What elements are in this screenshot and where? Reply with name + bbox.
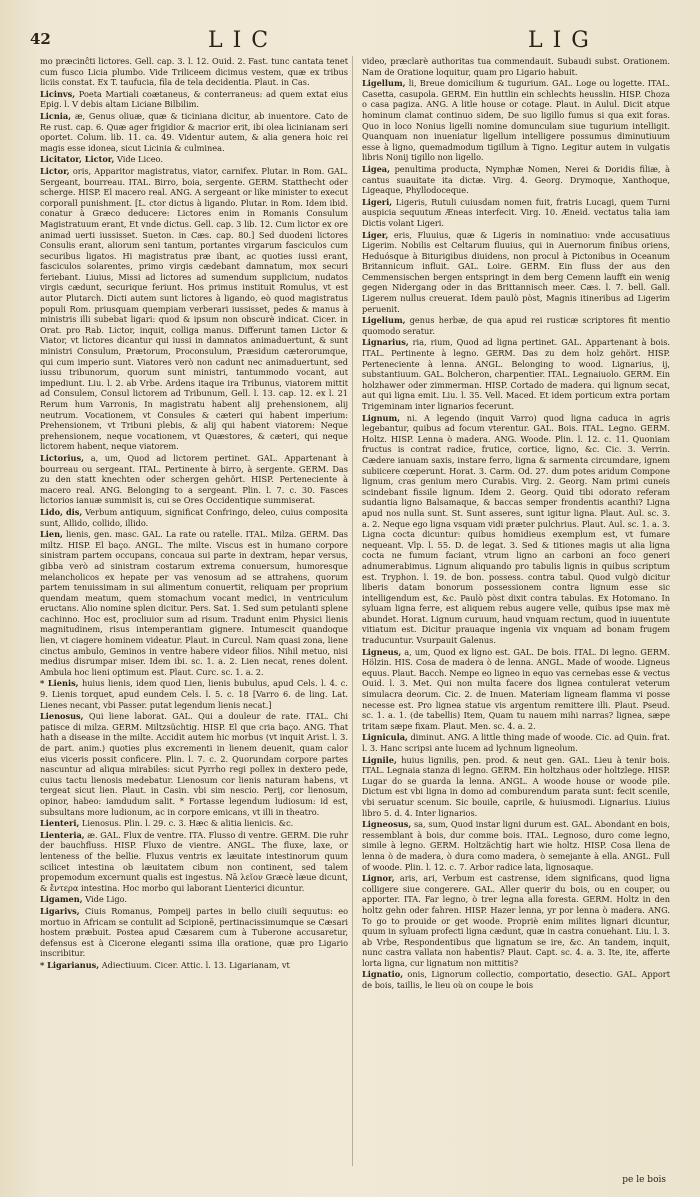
column-divider	[352, 56, 353, 1166]
entry-text: æ. GAL. Flux de ventre. ITA. Flusso di ventre. GERM. Die ruhr der bauchfluss. HISP. Fluxo de vientre. ANGL. The fluxe, laxe, or lenteness of the bellie. Fluxus ventris ex læuitate intestinorum quum scilicet intestina ob læuitatem cibum non continent, sed talem propemodum excernunt qualis est ingestus. Nā λεῖον Græcè læue dicunt, & ἔντερα intestina. Hoc morbo qui laborant Lienterici dicuntur.	[40, 829, 348, 893]
dictionary-entry	[40, 818, 348, 829]
entry-text: genus herbæ, de qua apud rei rusticæ scriptores fit mentio quomodo seratur.	[362, 315, 670, 336]
page-number: 42	[30, 30, 51, 48]
entry-text: diminut. ANG. A little thing made of woode. Cic. ad Quin. frat. l. 3. Hanc scripsi ante lucem ad lychnum ligneolum.	[362, 732, 670, 753]
entry-headword: Lignum,	[362, 412, 401, 423]
entry-headword: Lienteria,	[40, 829, 85, 840]
entry-headword: Ligneus,	[362, 646, 402, 657]
entry-headword: Lictorius,	[40, 452, 84, 463]
entry-text: a, um, Quod ex ligno est. GAL. De bois. ITAL. Di legno. GERM. Hölzin. HIS. Cosa de madera ò de lenna. ANGL. Made of woode. Ligneus equus. Plaut. Bacch. Nempe eo ligneo in equo vas cernebas esse & vectus Ouid. l. 3. Met. Qui non multa facere dos lignea contulerat veterum simulacra deorum. Cic. 2. de Inuen. Materiam ligneam flamma vi posse necesse est. Pro lignea statue vis argentum remittere illi. Plaut. Pseud. sc. 1. a. 1. (de tabellis) Item, Quam tu nauem mihi narras? lignea, sæpe tritam sæpe fixam. Plaut. Men. sc. 4. a. 2.	[362, 646, 670, 731]
entry-text: huius lienis, idem quod Lien, lienis bubulus, apud Cels. l. 4. c. 9. Lienis torquet, apud eundem Cels. l. 5. c. 18 [Varro 6. de ling. Lat. Lienes necant, vbi Passer. putat legendum lienis necat.]	[40, 678, 348, 710]
dictionary-entry	[40, 906, 348, 959]
right-column	[362, 56, 670, 1181]
dictionary-entry	[362, 56, 670, 77]
dictionary-entry	[362, 230, 670, 315]
entry-text: Ciuis Romanus, Pompeij partes in bello ciuili sequutus: eo mortuo in Africam se contulit ad Scipionē, pertinacissimumque se Cæsari hostem præbuit. Postea apud Cæsarem cum à Tuberone accusaretur, defensus est à Cicerone eleganti ssima illa oratione, quæ pro Ligario inscribitur.	[40, 905, 348, 959]
entry-text: lienis, gen. masc. GAL. La rate ou ratelle. ITAL. Milza. GERM. Das miltz. HISP. El baço. ANGL. The milte. Viscus est in humano corpore sinistram partem occupans, concaua sui parte in dextram, hepar versus, gibba verò ad sinistram costarum extrema conuersum, humoresque melancholicos ex hepate per vas venosum ad se attrahens, quorum partem tenuissimam in sui alimentum conuertit, reliquam per proprium quendam meatum, quem stomachum vocant medici, in ventriculum eructans. Alio nomine splen dicitur. Pers. Sat. 1. Sed sum petulanti splene cachinno. Hoc est, procliuior sum ad risum. Tradunt enim Physici lienis magnitudinem, risus intemperantiam gignere. Intumescit quandoque lien, vt ciagere hominem videatur. Plaut. in Curcul. Nam quasi zona, liene cinctus ambulo, Geminos in ventre habere videor filios. Nihil metuo, nisi medius disrumpar miser. Idem ibi. sc. 1. a. 2. Lien necat, renes dolent. Ambula hoc lieni optimum est. Plaut. Curc. sc. 1. a. 2.	[40, 529, 348, 677]
entry-text: onis, Lignorum collectio, comportatio, desectio. GAL. Apport de bois, taillis, le lieu où on coupe le bois	[362, 969, 670, 991]
entry-headword: Licitator, Lictor,	[40, 154, 115, 165]
entry-headword: * Lienis,	[40, 678, 79, 689]
entry-headword: Ligeri,	[362, 196, 393, 207]
dictionary-entry	[362, 969, 670, 990]
entry-text: ria, rium, Quod ad ligna pertinet. GAL. Appartenant à bois. ITAL. Pertinente à legno. GERM. Das zu dem holz gehört. HISP. Perteneciente à lenna. ANGL. Belonging to wood. Lignarius, ij, substantiuum. GAL. Bolcheron, charpentier. ITAL. Legnaiuolo. GERM. Ein holzhawer oder zimmerman. HISP. Cortado de madera. qui lignum secat, aut qui ligna emit. Liu. l. 35. Vell. Maced. Et idem porticum extra portam Trigeminam inter lignarios fecerunt.	[362, 337, 670, 411]
entry-headword: Lien,	[40, 529, 63, 540]
entry-text: Ligeris, Rutuli cuiusdam nomen fuit, fratris Lucagi, quem Turni auspicia sequutum Æneas interfecit. Virg. 10. Æneid. vectatus talia iam Dictis volant Ligeri.	[362, 196, 670, 228]
dictionary-entry	[362, 755, 670, 819]
dictionary-entry	[40, 894, 348, 905]
dictionary-entry	[40, 678, 348, 710]
entry-text: eris, Fluuius, quæ & Ligeris in nominatiuo: vnde accusatiuus Ligerim. Nobilis est Celtarum fluuius, qui in Auernorum finibus oriens, Heduósque à Biturigibus diuidens, non procul à Pictonibus in Oceanum Britannicum influit. GAL. Loire. GERM. Ein fluss der aus den Cemmensischen bergen entspringt in dem berg Cemenn laufft ein wenig gegen Nidergang oder in das Brittannisch meer. Cæs. l. 7. bell. Gall. Ligerem nullus creuerat. Idem paulò pòst, Magnis itineribus ad Ligerim peruenit.	[362, 229, 670, 314]
dictionary-entry	[362, 337, 670, 411]
entry-headword: Lignarius,	[362, 337, 409, 348]
entry-headword: Lictor,	[40, 165, 70, 176]
entry-headword: Ligea,	[362, 163, 390, 174]
entry-text: sa, sum, Quod instar ligni durum est. GAL. Abondant en bois, ressemblant à bois, dur comme bois. ITAL. Legnoso, duro come legno, simile à legno. GERM. Holtzächtig hart wie holtz. HISP. Cosa llena de lenna ò de madera, ò dura como madera, ò semejante à ella. ANGL. Full of woode. Plin. l. 12. c. 7. Arbor radice lata, lignosaque.	[362, 819, 670, 872]
entry-headword: Lienosus,	[40, 711, 84, 722]
entry-headword: Lienteri,	[40, 818, 80, 829]
dictionary-entry	[40, 960, 348, 971]
dictionary-entry	[362, 315, 670, 336]
dictionary-entry	[362, 647, 670, 732]
entry-headword: Liger,	[362, 229, 389, 240]
entry-headword: * Ligarianus,	[40, 959, 100, 970]
entry-text: penultima producta, Nymphæ Nomen, Nerei & Doridis filiæ, à cantus suauitate ita dictæ. Virg. 4. Georg. Drymoque, Xanthoque, Ligeaque, Phyllodoceque.	[362, 163, 670, 196]
dictionary-entry	[40, 154, 348, 165]
entry-headword: Licnia,	[40, 110, 72, 121]
entry-text: ni. A legendo (inquit Varro) quod ligna caduca in agris legebantur, quibus ad focum vterentur. GAL. Bois. ITAL. Legno. GERM. Holtz. HISP. Lenna ò madera. ANG. Woode. Plin. l. 12. c. 11. Quoniam fructus is contrat radice, frutice, cortice, ligno, &c. Cic. 3. Verrin. Cædere ianuam saxis, instare ferro, ligna & sarmenta circumdare, ignem subiicere cœperunt. Horat. 3. Carm. Od. 27. dum potes aridum Compone lignum, cras genium mero Curabis. Virg. 2. Georg. Nam primi cuneis scindebant fissile lignum. Idem 2. Georg. Quid tibi odorato referam sudantia ligno Balsamaque, & baccas semper frondentis acanthi? Ligna apud nos nulla sunt. St. Sunt asseres, sunt igitur ligna. Plaut. Aul. sc. 3. a. 2. Neque ego ligna vsquam vidi præter pulchrius. Plaut. Aul. sc. 1. a. 3. Ligna cocta dicuntur: quibus homidieus exemplum est, vt fumare nequeant. Vlp. l. 55. D. de legat. 3. Sed & titiones magis ut alia ligna cocta ne fumum faciant, vtrum ligno an carboni an foco generi adnumerabimus. Lignum aliquando pro tabulis lignis in quibus scriptum est. Tryphon. l. 19. de bon. possess. contra tabul. Quod vulgò dicitur liberis datam bonorum possessionem contra lignum esse sic intelligendum est, &c. Paulò pòst dixit contra tabulas. Ex Hotomano. In syluam ligna ferre, est aliquem rebus augere velle, quibus ipse max mè abundet. Horat. Lignum curuum, haud vnquam rectum, quod in iuuentute vitiatum est. Dicitur prauaque ingenia vix vnquam ad bonam frugem traducuntur. Vsurpauit Galenus.	[362, 412, 670, 646]
entry-headword: Lignile,	[362, 754, 397, 765]
dictionary-entry	[362, 197, 670, 229]
dictionary-entry	[362, 819, 670, 872]
entry-text: mo præcinĉti lictores. Gell. cap. 3. l. 12. Ouid. 2. Fast. tunc cantata tenet cum fusco Licia plumbo. Vide Triliceem dicimus vestem, quæ ex tribus liciis constat. Ex T. taufucia, fila de tela decidentia. Plaut. in Cas.	[40, 56, 348, 88]
entry-text: huius lignilis, pen. prod. & neut gen. GAL. Lieu à tenir bois. ITAL. Legnaia stanza di legno. GERM. Ein holtzhaus oder holtzlege. HISP. Lugar do se guarda la lenna. ANGL. A woode house or woode pile. Dictum est vbi ligna in domo ad comburendum parata sunt: fecit scenile, vbi seruatur scenum. Sic bouile, caprile, & huiusmodi. Lignarius. Liuius libro 5. d. 4. Inter lignarios.	[362, 754, 670, 818]
entry-headword: Lignicula,	[362, 732, 408, 743]
entry-text: Lienosus. Plin. l. 29. c. 3. Hæc & alitia lienicis. &c.	[81, 818, 294, 829]
catchword: pe le bois	[622, 1175, 666, 1185]
entry-headword: Lignatio,	[362, 969, 404, 980]
entry-headword: Ligellum,	[362, 78, 406, 89]
dictionary-entry	[40, 507, 348, 528]
dictionary-entry	[40, 56, 348, 88]
entry-headword: Lignor,	[362, 873, 395, 884]
entry-text: oris, Apparitor magistratus, viator, carnifex. Plutar. in Rom. GAL. Sergeant, bourreau. ITAL. Birro, boia, sergente. GERM. Statthecht oder scherge. HISP. El macero real. ANG. A sergeant or like minister to execut corporall punishment. [L. ctor dictus à ligando. Plutar. in Rom. Idem ibid. conatur à Græco deducere: Lictores enim in Romanis Consulum Magistratuum erant, Et vnde dictus. Gell. cap. 3 lib. 12. Cum lictor ex ore animad uerti iussisset. Sueton. in Cæs. cap. 80.] Sed duodeni lictores Consulis erant, aliorum seni tantum, portantes virgarum fasciculos cum securibus ligatos. Hi magistratus præ ibant, ac quoties iussi erant, fasciculos solarentes, primo virgis cædebant damnatum, mox securi feriebant. Liuius, Missi ad lictores ad sumendum supplicium, nudatos virgis cædunt, securique feriunt. Hos primus instituit Romulus, vt est autor Plutarch. Dicti autem sunt lictores à ligando, eò quod magistratus populi Rom. priusquam quempiam verberari iussisset, pedes & manus à ministris illi subebat ligari: quod & ipsum non obscurè indicat. Cicer. in Orat. pro Rab. Lictor, inquit, colliga manus. Differunt tamen Lictor & Viator, vt lictores dicantur qui iussi in damnatos animaduertunt, & sunt ministri Consulum, Prætorum, Proconsulum, Præsidum cæterorumque, qui cum imperio sunt. Viatores verò non cadunt nec animaduertunt, sed iussu tribunorum, quorum sunt ministri, tantummodo vocant, aut impediunt. Liu. l. 2. ab Vrbe. Ardens itaque ira Tribunus, viatorem mittit ad Consulem, Consul lictorem ad Tribunum, Gell. l. 13. cap. 12. ex l. 21 Rerum hum Varronis, In magistratu habent alij prehensionem, alij neutrum. Vocationem, vt Consules & cæteri qui habent imperium: Prehensionem, vt Tribuni plebis, & alij qui habent viatorem: Neque prehensionem, neque vocationem, vt Quæstores, & cæteri, qui neque lictorem habent, neque viatorem.	[40, 165, 348, 452]
entry-headword: Ligarivs,	[40, 905, 80, 916]
dictionary-entry	[362, 873, 670, 968]
entry-text: Qui liene laborat. GAL. Qui a douleur de rate. ITAL. Chi patisce di milza. GERM. Miltzsüchtig. HISP. El que cria baço. ANG. That hath a disease in the milte. Accidit autem hic morbus (vt inquit Arist. l. 3. de part. anim.) quoties plus excrementi in lienem deuenit, quam calor eius viceris possit conficere. Plin. l. 7. c. 2. Quorundam corpore partes nascuntur ad aliqua mirabiles: sicut Pyrrho regi pollex in dextero pede, cuius tactu lienosis medebatur. Lienosum cor lienis naturam habens, vt tergeat sicut lien. Plaut. in Casin. vbi sim nescio. Perij, cor lienosum, opinor, habeo: iamdudum salit. * Fortasse legendum ludiosum: id est, subsultans more ludionum, ac in corpore emicans, vt illi in theatro.	[40, 711, 348, 817]
running-head-right: LIG	[528, 28, 599, 53]
dictionary-entry	[40, 89, 348, 110]
dictionary-entry	[40, 166, 348, 452]
entry-text: li, Breue domicilium & tugurium. GAL. Loge ou logette. ITAL. Casetta, casupola. GERM. Ein huttlin ein schlechts heusslin. HISP. Choza o casa pagiza. ANG. A litle house or cotage. Plaut. in Aulul. Dicit atque hominum clamat continuo sidem, De suo ligillo fumus si qua exit foras. Quo in loco Nonius ligelli nomine domunculam siue tugurium intelligit. Quanquam non inueniatur ligellum intelligere possumus diminutiuum esse à ligno, quemadmodum tigillum à Tigno. Legitur autem in vulgatis libris Nonij tigillo non ligello.	[362, 78, 670, 163]
dictionary-entry	[362, 164, 670, 196]
entry-headword: Ligneosus,	[362, 819, 412, 830]
entry-headword: Licinvs,	[40, 88, 76, 99]
dictionary-entry	[362, 78, 670, 163]
entry-text: aris, ari, Verbum est castrense, idem significans, quod ligna colligere siue congerere. GAL. Aller querir du bois, ou en couper, ou apporter. ITA. Far legno, ò trer legna alla foresta. GERM. Holtz in den holtz gehn oder fahren. HISP. Hazer lenna, yr por lenna ò madera. ANG. To go to prouide or get woode. Propriè enim milites lignari dicuntur, quum in syluam profecti ligna cædunt, quæ in castra conuehant. Liu. l. 3. ab Vrbe, Respondentibus que lignatum se ire, &c. An tandem, inquit, nunc castra vallata non habentis? Plaut. Capt. sc. 4. a. 3. Ite, ite, afferte lorta ligna, cur lignatum non mittitis?	[362, 873, 670, 968]
dictionary-entry	[40, 111, 348, 153]
dictionary-entry	[362, 413, 670, 646]
dictionary-entry	[40, 529, 348, 677]
dictionary-entry	[40, 711, 348, 817]
dictionary-entry	[362, 732, 670, 753]
entry-text: Poeta Martiali coætaneus, & conterraneus: ad quem extat eius Epig. l. V debis altam Liciane Bilbilim.	[40, 88, 348, 110]
entry-headword: Lido, dis,	[40, 506, 83, 517]
entry-text: Vide Liceo.	[116, 154, 163, 165]
entry-text: æ, Genus oliuæ, quæ & ticiniana dicitur, ab inuentore. Cato de Re rust. cap. 6. Quæ ager frigidior & macrior erit, ibi olea licinianam seri oportet. Colum. lib. 11. ca. 49. Videntur autem, & alia genera hoic rei magis esse idonea, sicut Licinia & culminea.	[40, 110, 348, 153]
entry-headword: Ligelium,	[362, 315, 406, 326]
entry-text: Vide Ligo.	[85, 894, 127, 905]
left-column	[40, 56, 348, 1181]
entry-text: video, præclarè authoritas tua commendauit. Subaudi subst. Orationem. Nam de Oratione loquitur, quam pro Ligario habuit.	[362, 56, 670, 77]
entry-text: Adiectiuum. Cicer. Attic. l. 13. Ligarianam, vt	[101, 959, 290, 970]
entry-text: a, um, Quod ad lictorem pertinet. GAL. Appartenant à bourreau ou sergeant. ITAL. Pertinente à birro, à sergente. GERM. Das zu den statt knechten oder schergen gehört. HISP. Perteneciente à macero real. ANG. Belonging to a sergeant. Plin. l. 7. c. 30. Fasces lictorios ianuæ summisit is, cui se Ores Occidentique summiserat.	[40, 452, 348, 506]
entry-text: Verbum antiquum, significat Confringo, deleo, cuius composita sunt, Allido, collido, illido.	[40, 506, 348, 528]
dictionary-entry	[40, 453, 348, 506]
entry-headword: Ligamen,	[40, 894, 83, 905]
dictionary-entry	[40, 830, 348, 894]
page-header	[30, 28, 670, 54]
running-head-left: LIC	[208, 28, 279, 53]
